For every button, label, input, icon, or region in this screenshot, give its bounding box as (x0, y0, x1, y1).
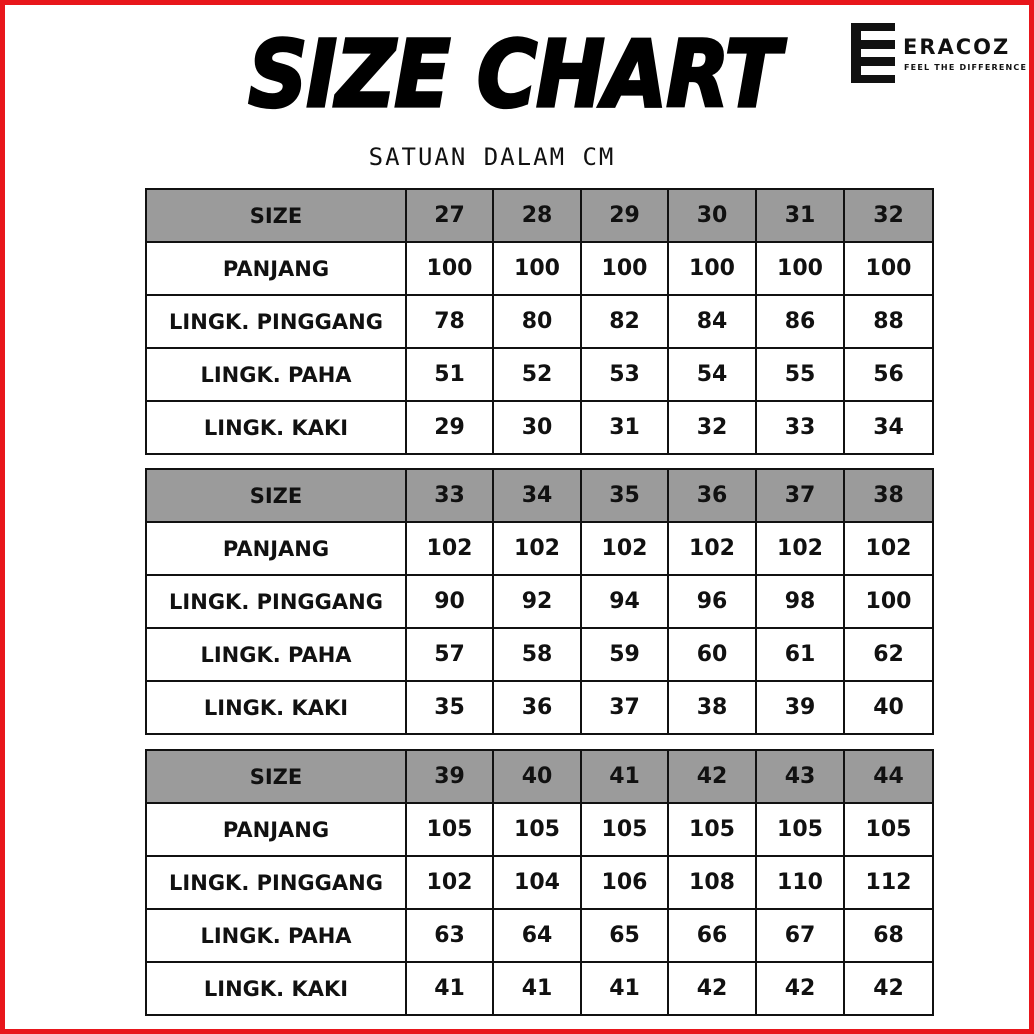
row-label-cell: LINGK. KAKI (146, 681, 406, 734)
table-row (146, 242, 933, 295)
table-row (146, 962, 933, 1015)
value-cell: 42 (756, 962, 844, 1015)
size-cell: 29 (581, 189, 668, 242)
value-cell: 62 (844, 628, 933, 681)
value-cell: 105 (844, 803, 933, 856)
value-cell: 55 (756, 348, 844, 401)
value-cell: 80 (493, 295, 581, 348)
value-cell: 78 (406, 295, 493, 348)
value-cell: 61 (756, 628, 844, 681)
table-header-row (146, 750, 933, 803)
table-row (146, 295, 933, 348)
value-cell: 100 (756, 242, 844, 295)
table-row (146, 909, 933, 962)
value-cell: 29 (406, 401, 493, 454)
row-label-cell: LINGK. PINGGANG (146, 856, 406, 909)
value-cell: 42 (844, 962, 933, 1015)
size-cell: 41 (581, 750, 668, 803)
size-cell: 44 (844, 750, 933, 803)
table-header-row (146, 469, 933, 522)
brand-tagline: FEEL THE DIFFERENCE (904, 63, 1028, 72)
value-cell: 82 (581, 295, 668, 348)
value-cell: 39 (756, 681, 844, 734)
header-label-cell: SIZE (146, 469, 406, 522)
row-label-cell: LINGK. PINGGANG (146, 295, 406, 348)
size-table-1 (145, 188, 934, 455)
size-cell: 34 (493, 469, 581, 522)
row-label-cell: LINGK. PAHA (146, 909, 406, 962)
row-label-cell: LINGK. KAKI (146, 401, 406, 454)
value-cell: 40 (844, 681, 933, 734)
size-cell: 43 (756, 750, 844, 803)
value-cell: 96 (668, 575, 756, 628)
table-row (146, 401, 933, 454)
row-label-cell: PANJANG (146, 522, 406, 575)
value-cell: 102 (756, 522, 844, 575)
value-cell: 105 (581, 803, 668, 856)
value-cell: 100 (493, 242, 581, 295)
size-cell: 42 (668, 750, 756, 803)
brand-name: ERACOZ (903, 35, 1011, 59)
size-table-3 (145, 749, 934, 1016)
eracoz-e-mark-icon (851, 23, 895, 83)
value-cell: 102 (406, 856, 493, 909)
value-cell: 108 (668, 856, 756, 909)
value-cell: 100 (581, 242, 668, 295)
value-cell: 102 (844, 522, 933, 575)
value-cell: 92 (493, 575, 581, 628)
value-cell: 98 (756, 575, 844, 628)
table-row (146, 856, 933, 909)
size-cell: 30 (668, 189, 756, 242)
value-cell: 84 (668, 295, 756, 348)
value-cell: 100 (844, 242, 933, 295)
value-cell: 102 (493, 522, 581, 575)
value-cell: 36 (493, 681, 581, 734)
value-cell: 60 (668, 628, 756, 681)
value-cell: 31 (581, 401, 668, 454)
value-cell: 102 (406, 522, 493, 575)
size-cell: 28 (493, 189, 581, 242)
page-title: SIZE CHART (248, 22, 780, 129)
row-label-cell: PANJANG (146, 803, 406, 856)
table-header-row (146, 189, 933, 242)
value-cell: 86 (756, 295, 844, 348)
size-cell: 40 (493, 750, 581, 803)
value-cell: 41 (493, 962, 581, 1015)
value-cell: 65 (581, 909, 668, 962)
value-cell: 52 (493, 348, 581, 401)
size-cell: 38 (844, 469, 933, 522)
value-cell: 94 (581, 575, 668, 628)
value-cell: 100 (844, 575, 933, 628)
value-cell: 56 (844, 348, 933, 401)
value-cell: 102 (668, 522, 756, 575)
value-cell: 100 (668, 242, 756, 295)
value-cell: 53 (581, 348, 668, 401)
value-cell: 110 (756, 856, 844, 909)
value-cell: 37 (581, 681, 668, 734)
size-cell: 36 (668, 469, 756, 522)
value-cell: 88 (844, 295, 933, 348)
row-label-cell: LINGK. KAKI (146, 962, 406, 1015)
value-cell: 105 (668, 803, 756, 856)
value-cell: 112 (844, 856, 933, 909)
table-row (146, 522, 933, 575)
value-cell: 90 (406, 575, 493, 628)
header-label-cell: SIZE (146, 750, 406, 803)
value-cell: 67 (756, 909, 844, 962)
value-cell: 105 (756, 803, 844, 856)
value-cell: 105 (493, 803, 581, 856)
value-cell: 102 (581, 522, 668, 575)
size-cell: 37 (756, 469, 844, 522)
size-cell: 39 (406, 750, 493, 803)
value-cell: 41 (581, 962, 668, 1015)
value-cell: 54 (668, 348, 756, 401)
row-label-cell: LINGK. PINGGANG (146, 575, 406, 628)
value-cell: 38 (668, 681, 756, 734)
value-cell: 58 (493, 628, 581, 681)
value-cell: 32 (668, 401, 756, 454)
value-cell: 41 (406, 962, 493, 1015)
table-row (146, 803, 933, 856)
brand-logo (851, 23, 1031, 87)
row-label-cell: PANJANG (146, 242, 406, 295)
unit-subtitle: SATUAN DALAM CM (368, 143, 616, 171)
value-cell: 100 (406, 242, 493, 295)
table-row (146, 348, 933, 401)
size-cell: 33 (406, 469, 493, 522)
size-cell: 32 (844, 189, 933, 242)
value-cell: 51 (406, 348, 493, 401)
size-table-2 (145, 468, 934, 735)
value-cell: 66 (668, 909, 756, 962)
value-cell: 57 (406, 628, 493, 681)
value-cell: 68 (844, 909, 933, 962)
value-cell: 42 (668, 962, 756, 1015)
header-label-cell: SIZE (146, 189, 406, 242)
value-cell: 35 (406, 681, 493, 734)
value-cell: 30 (493, 401, 581, 454)
table-row (146, 575, 933, 628)
value-cell: 59 (581, 628, 668, 681)
size-cell: 27 (406, 189, 493, 242)
value-cell: 64 (493, 909, 581, 962)
row-label-cell: LINGK. PAHA (146, 628, 406, 681)
value-cell: 33 (756, 401, 844, 454)
value-cell: 63 (406, 909, 493, 962)
size-cell: 31 (756, 189, 844, 242)
value-cell: 104 (493, 856, 581, 909)
size-cell: 35 (581, 469, 668, 522)
table-row (146, 681, 933, 734)
table-row (146, 628, 933, 681)
value-cell: 34 (844, 401, 933, 454)
row-label-cell: LINGK. PAHA (146, 348, 406, 401)
value-cell: 105 (406, 803, 493, 856)
value-cell: 106 (581, 856, 668, 909)
